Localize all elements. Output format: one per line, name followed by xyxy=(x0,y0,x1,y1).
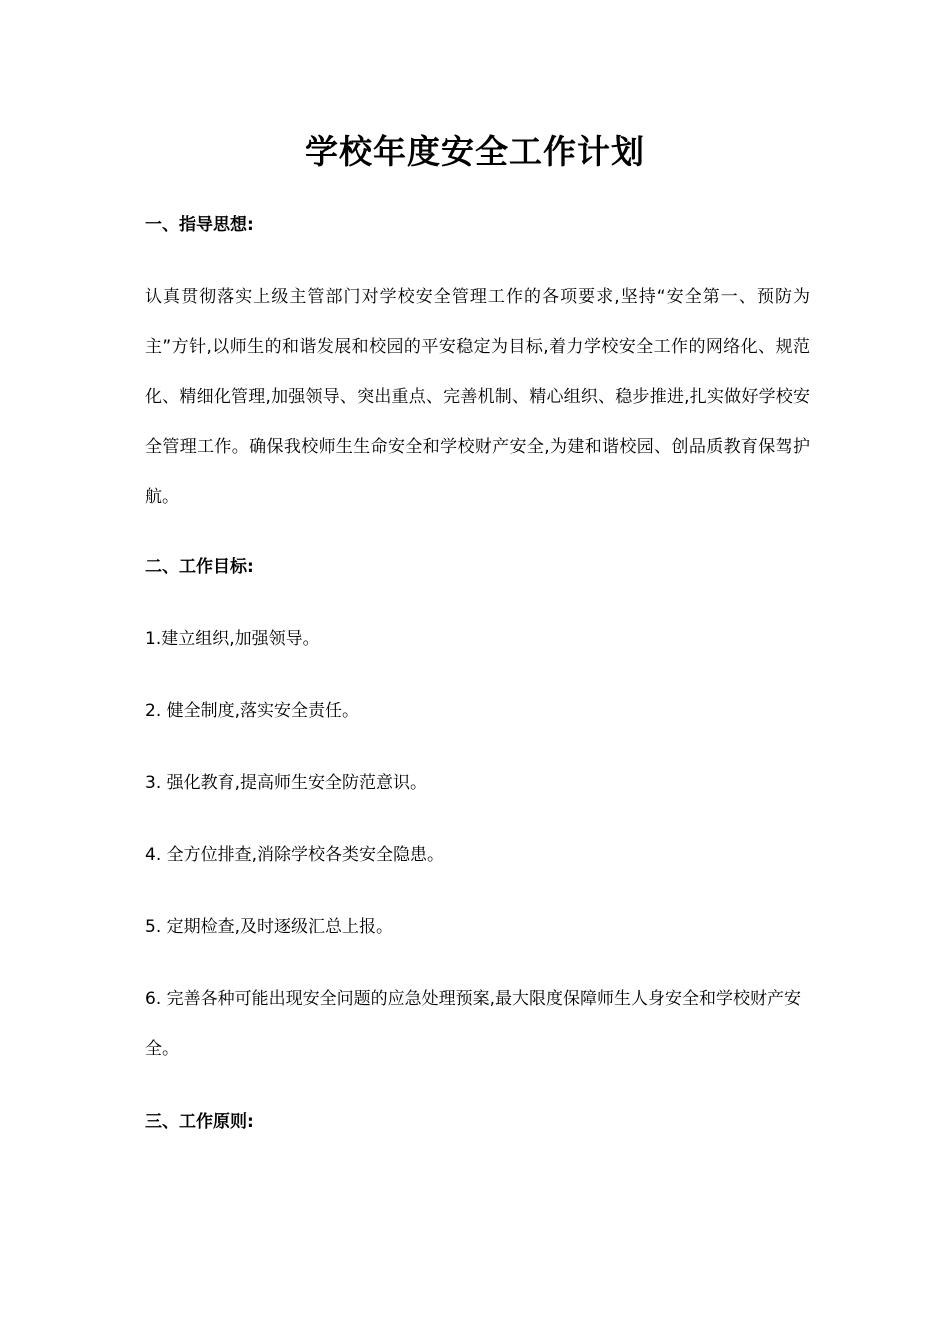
list-item: 3. 强化教育,提高师生安全防范意识。 xyxy=(145,773,428,793)
section-heading-guiding-ideology: 一、指导思想: xyxy=(145,215,254,235)
section-paragraph-guiding-ideology: 认真贯彻落实上级主管部门对学校安全管理工作的各项要求,坚持“安全第一、预防为主”方针,以师生的和谐发展和校园的平安稳定为目标,着力学校安全工作的网络化、规范化、精细化管理,加强领导、突出重点、完善机制、精心组织、稳步推进,扎实做好学校安全管理工作。确保我校师生生命安全和学校财产安全,为建和谐校园、创品质教育保驾护航。 xyxy=(145,287,810,507)
page-title: 学校年度安全工作计划 xyxy=(305,132,645,171)
section-heading-work-principles: 三、工作原则: xyxy=(145,1112,254,1132)
list-item: 4. 全方位排查,消除学校各类安全隐患。 xyxy=(145,845,445,865)
list-item: 5. 定期检查,及时逐级汇总上报。 xyxy=(145,917,394,937)
section-heading-work-goals: 二、工作目标: xyxy=(145,557,254,577)
list-item: 6. 完善各种可能出现安全问题的应急处理预案,最大限度保障师生人身安全和学校财产安全。 xyxy=(145,989,802,1059)
list-item: 1.建立组织,加强领导。 xyxy=(145,629,320,649)
list-item: 2. 健全制度,落实安全责任。 xyxy=(145,701,360,721)
